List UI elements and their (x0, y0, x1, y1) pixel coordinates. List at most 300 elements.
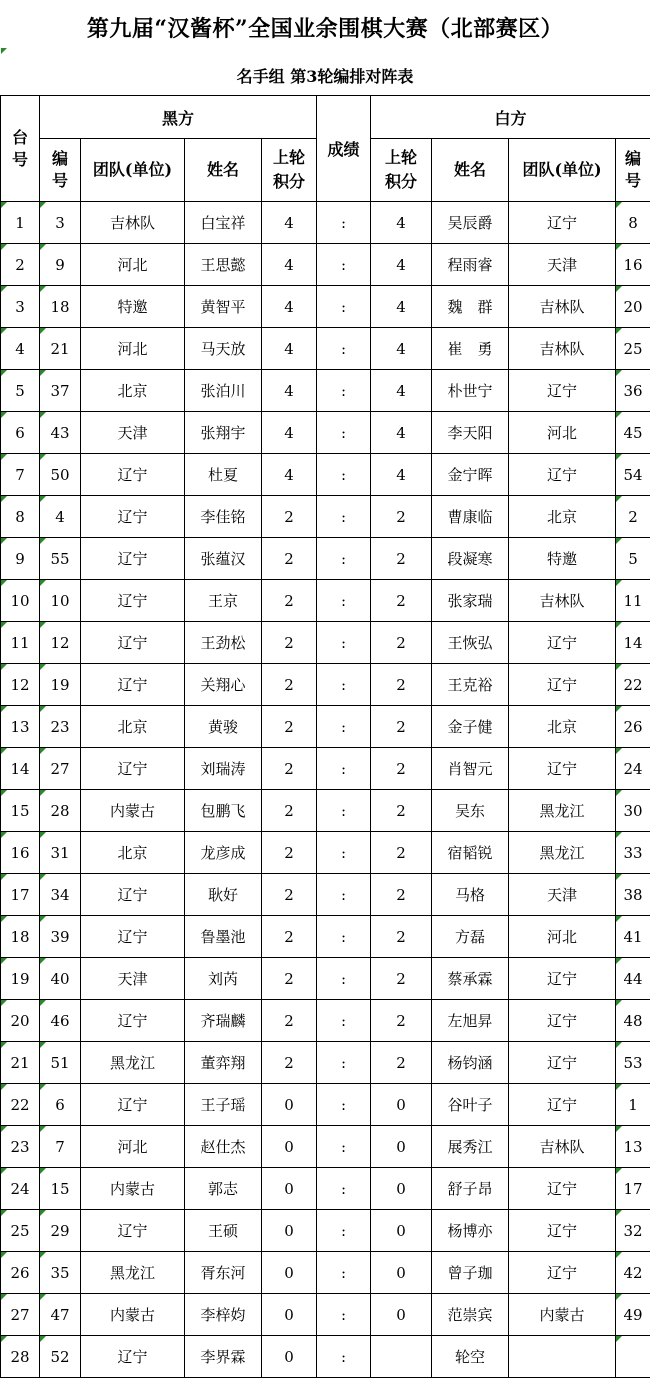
black-num-cell: 21 (40, 328, 81, 370)
black-name-cell: 李界霖 (185, 1336, 262, 1378)
black-name-cell: 王京 (185, 580, 262, 622)
black-name-cell: 郭志 (185, 1168, 262, 1210)
white-team-cell: 内蒙古 (509, 1294, 616, 1336)
table-row (1, 496, 650, 538)
table-no-cell: 26 (1, 1252, 40, 1294)
white-name-cell: 宿韬锐 (432, 832, 509, 874)
black-name-cell: 张蕴汉 (185, 538, 262, 580)
white-num-cell: 26 (616, 706, 650, 748)
white-score-cell: 4 (371, 286, 432, 328)
black-num-cell: 23 (40, 706, 81, 748)
table-row (1, 580, 650, 622)
table-no-cell: 28 (1, 1336, 40, 1378)
black-score-cell: 4 (262, 370, 317, 412)
white-num-cell: 30 (616, 790, 650, 832)
white-num-cell: 49 (616, 1294, 650, 1336)
table-no-cell: 1 (1, 202, 40, 244)
white-score-cell: 2 (371, 1042, 432, 1084)
white-name-cell: 张家瑞 (432, 580, 509, 622)
header-white: 白方 (371, 96, 650, 139)
black-name-cell: 王硕 (185, 1210, 262, 1252)
black-score-cell: 0 (262, 1126, 317, 1168)
black-score-cell: 0 (262, 1294, 317, 1336)
black-score-cell: 2 (262, 790, 317, 832)
white-num-cell: 42 (616, 1252, 650, 1294)
black-num-cell: 37 (40, 370, 81, 412)
result-cell: : (317, 748, 371, 790)
black-score-cell: 4 (262, 454, 317, 496)
result-cell: : (317, 328, 371, 370)
table-row (1, 454, 650, 496)
black-num-cell: 4 (40, 496, 81, 538)
white-num-cell: 45 (616, 412, 650, 454)
table-no-cell: 4 (1, 328, 40, 370)
black-name-cell: 关翔心 (185, 664, 262, 706)
black-name-cell: 李佳铭 (185, 496, 262, 538)
black-name-cell: 王子瑶 (185, 1084, 262, 1126)
black-name-cell: 赵仕杰 (185, 1126, 262, 1168)
header-white-num: 编号 (616, 139, 650, 202)
white-score-cell: 4 (371, 454, 432, 496)
black-score-cell: 0 (262, 1084, 317, 1126)
result-cell: : (317, 832, 371, 874)
black-name-cell: 张翔宇 (185, 412, 262, 454)
result-cell: : (317, 916, 371, 958)
black-name-cell: 王劲松 (185, 622, 262, 664)
black-team-cell: 辽宁 (81, 538, 185, 580)
black-num-cell: 6 (40, 1084, 81, 1126)
white-num-cell: 33 (616, 832, 650, 874)
result-cell: : (317, 286, 371, 328)
white-team-cell: 辽宁 (509, 664, 616, 706)
black-num-cell: 31 (40, 832, 81, 874)
white-team-cell: 河北 (509, 412, 616, 454)
black-score-cell: 2 (262, 622, 317, 664)
white-name-cell: 吴东 (432, 790, 509, 832)
table-no-cell: 21 (1, 1042, 40, 1084)
black-score-cell: 2 (262, 874, 317, 916)
table-row (1, 1336, 650, 1378)
white-name-cell: 程雨睿 (432, 244, 509, 286)
result-cell: : (317, 580, 371, 622)
result-cell: : (317, 1294, 371, 1336)
table-row (1, 328, 650, 370)
black-team-cell: 辽宁 (81, 622, 185, 664)
white-score-cell: 0 (371, 1252, 432, 1294)
white-score-cell: 4 (371, 328, 432, 370)
table-no-cell: 5 (1, 370, 40, 412)
white-num-cell: 41 (616, 916, 650, 958)
white-team-cell: 北京 (509, 706, 616, 748)
result-cell: : (317, 244, 371, 286)
white-score-cell: 0 (371, 1294, 432, 1336)
white-num-cell: 24 (616, 748, 650, 790)
header-black-num: 编号 (40, 139, 81, 202)
black-team-cell: 内蒙古 (81, 1168, 185, 1210)
result-cell: : (317, 1210, 371, 1252)
table-no-cell: 8 (1, 496, 40, 538)
black-team-cell: 河北 (81, 244, 185, 286)
black-score-cell: 0 (262, 1252, 317, 1294)
black-name-cell: 董弈翔 (185, 1042, 262, 1084)
white-num-cell: 8 (616, 202, 650, 244)
result-cell: : (317, 412, 371, 454)
white-name-cell: 左旭昇 (432, 1000, 509, 1042)
black-name-cell: 黄智平 (185, 286, 262, 328)
result-cell: : (317, 1336, 371, 1378)
table-row (1, 1294, 650, 1336)
black-score-cell: 2 (262, 538, 317, 580)
black-team-cell: 河北 (81, 328, 185, 370)
white-score-cell: 2 (371, 916, 432, 958)
white-score-cell: 2 (371, 958, 432, 1000)
white-num-cell: 20 (616, 286, 650, 328)
table-row (1, 1168, 650, 1210)
black-name-cell: 包鹏飞 (185, 790, 262, 832)
black-name-cell: 鲁墨池 (185, 916, 262, 958)
black-num-cell: 40 (40, 958, 81, 1000)
black-num-cell: 28 (40, 790, 81, 832)
white-team-cell: 辽宁 (509, 1000, 616, 1042)
table-row (1, 244, 650, 286)
table-row (1, 412, 650, 454)
table-no-cell: 24 (1, 1168, 40, 1210)
white-score-cell: 4 (371, 412, 432, 454)
table-row (1, 790, 650, 832)
white-name-cell: 崔 勇 (432, 328, 509, 370)
white-team-cell: 黑龙江 (509, 832, 616, 874)
white-score-cell: 2 (371, 790, 432, 832)
result-cell: : (317, 1126, 371, 1168)
black-score-cell: 0 (262, 1168, 317, 1210)
table-row (1, 958, 650, 1000)
black-team-cell: 北京 (81, 706, 185, 748)
black-team-cell: 辽宁 (81, 874, 185, 916)
black-num-cell: 47 (40, 1294, 81, 1336)
black-num-cell: 29 (40, 1210, 81, 1252)
white-name-cell: 金子健 (432, 706, 509, 748)
table-no-cell: 14 (1, 748, 40, 790)
table-no-cell: 18 (1, 916, 40, 958)
white-num-cell: 16 (616, 244, 650, 286)
black-team-cell: 黑龙江 (81, 1042, 185, 1084)
table-row (1, 1252, 650, 1294)
white-name-cell: 舒子昂 (432, 1168, 509, 1210)
white-num-cell: 44 (616, 958, 650, 1000)
white-team-cell: 辽宁 (509, 958, 616, 1000)
black-team-cell: 内蒙古 (81, 1294, 185, 1336)
white-team-cell: 天津 (509, 874, 616, 916)
black-team-cell: 河北 (81, 1126, 185, 1168)
black-score-cell: 2 (262, 664, 317, 706)
black-team-cell: 黑龙江 (81, 1252, 185, 1294)
table-no-cell: 19 (1, 958, 40, 1000)
white-score-cell: 2 (371, 706, 432, 748)
white-name-cell: 段凝寒 (432, 538, 509, 580)
header-result: 成绩 (317, 96, 371, 202)
table-row (1, 538, 650, 580)
white-num-cell: 32 (616, 1210, 650, 1252)
black-num-cell: 43 (40, 412, 81, 454)
white-team-cell: 吉林队 (509, 328, 616, 370)
white-team-cell: 吉林队 (509, 1126, 616, 1168)
page-title: 第九届“汉酱杯”全国业余围棋大赛（北部赛区） (0, 12, 650, 43)
page-subtitle: 名手组 第3轮编排对阵表 (0, 64, 650, 87)
table-no-cell: 6 (1, 412, 40, 454)
result-cell: : (317, 496, 371, 538)
white-num-cell: 1 (616, 1084, 650, 1126)
white-name-cell: 展秀江 (432, 1126, 509, 1168)
black-team-cell: 辽宁 (81, 454, 185, 496)
table-row (1, 1126, 650, 1168)
white-score-cell: 2 (371, 748, 432, 790)
header-white-score: 上轮积分 (371, 139, 432, 202)
white-name-cell: 金宁晖 (432, 454, 509, 496)
white-name-cell: 马格 (432, 874, 509, 916)
result-cell: : (317, 958, 371, 1000)
white-num-cell: 2 (616, 496, 650, 538)
black-score-cell: 2 (262, 580, 317, 622)
white-score-cell: 0 (371, 1210, 432, 1252)
black-team-cell: 北京 (81, 370, 185, 412)
black-num-cell: 51 (40, 1042, 81, 1084)
table-no-cell: 3 (1, 286, 40, 328)
black-score-cell: 2 (262, 706, 317, 748)
table-row (1, 1042, 650, 1084)
table-row (1, 664, 650, 706)
white-team-cell: 辽宁 (509, 370, 616, 412)
white-num-cell: 54 (616, 454, 650, 496)
table-no-cell: 13 (1, 706, 40, 748)
white-score-cell: 2 (371, 664, 432, 706)
black-team-cell: 内蒙古 (81, 790, 185, 832)
white-num-cell: 13 (616, 1126, 650, 1168)
white-score-cell: 0 (371, 1126, 432, 1168)
black-name-cell: 刘芮 (185, 958, 262, 1000)
white-score-cell: 2 (371, 580, 432, 622)
black-name-cell: 黄骏 (185, 706, 262, 748)
black-team-cell: 辽宁 (81, 1084, 185, 1126)
header-black-score: 上轮积分 (262, 139, 317, 202)
black-num-cell: 46 (40, 1000, 81, 1042)
black-team-cell: 辽宁 (81, 1210, 185, 1252)
header-white-team: 团队(单位) (509, 139, 616, 202)
black-score-cell: 4 (262, 328, 317, 370)
table-no-cell: 23 (1, 1126, 40, 1168)
black-num-cell: 12 (40, 622, 81, 664)
pairing-rows (1, 202, 650, 1378)
black-num-cell: 7 (40, 1126, 81, 1168)
white-team-cell: 吉林队 (509, 286, 616, 328)
white-num-cell: 17 (616, 1168, 650, 1210)
table-row (1, 370, 650, 412)
white-name-cell: 谷叶子 (432, 1084, 509, 1126)
black-score-cell: 2 (262, 748, 317, 790)
black-name-cell: 白宝祥 (185, 202, 262, 244)
result-cell: : (317, 370, 371, 412)
header-black: 黑方 (40, 96, 317, 139)
white-team-cell: 辽宁 (509, 748, 616, 790)
black-team-cell: 辽宁 (81, 748, 185, 790)
white-num-cell: 14 (616, 622, 650, 664)
result-cell: : (317, 538, 371, 580)
white-team-cell: 辽宁 (509, 1210, 616, 1252)
white-team-cell: 天津 (509, 244, 616, 286)
white-name-cell: 蔡承霖 (432, 958, 509, 1000)
white-name-cell: 王克裕 (432, 664, 509, 706)
table-row (1, 1210, 650, 1252)
black-num-cell: 15 (40, 1168, 81, 1210)
black-team-cell: 辽宁 (81, 496, 185, 538)
result-cell: : (317, 202, 371, 244)
result-cell: : (317, 790, 371, 832)
table-row (1, 1000, 650, 1042)
black-team-cell: 辽宁 (81, 916, 185, 958)
black-score-cell: 2 (262, 916, 317, 958)
table-no-cell: 9 (1, 538, 40, 580)
table-row (1, 832, 650, 874)
black-score-cell: 4 (262, 244, 317, 286)
white-name-cell: 曹康临 (432, 496, 509, 538)
table-no-cell: 10 (1, 580, 40, 622)
white-team-cell: 辽宁 (509, 1252, 616, 1294)
white-score-cell: 2 (371, 538, 432, 580)
table-no-cell: 2 (1, 244, 40, 286)
result-cell: : (317, 706, 371, 748)
black-name-cell: 齐瑞麟 (185, 1000, 262, 1042)
white-score-cell (371, 1336, 432, 1378)
white-name-cell: 朴世宁 (432, 370, 509, 412)
black-team-cell: 辽宁 (81, 580, 185, 622)
black-score-cell: 2 (262, 1042, 317, 1084)
white-team-cell: 辽宁 (509, 1168, 616, 1210)
black-num-cell: 55 (40, 538, 81, 580)
white-score-cell: 0 (371, 1168, 432, 1210)
result-cell: : (317, 664, 371, 706)
table-row (1, 706, 650, 748)
white-name-cell: 魏 群 (432, 286, 509, 328)
black-num-cell: 18 (40, 286, 81, 328)
table-row (1, 1084, 650, 1126)
table-no-cell: 15 (1, 790, 40, 832)
table-row (1, 916, 650, 958)
black-score-cell: 0 (262, 1336, 317, 1378)
table-no-cell: 25 (1, 1210, 40, 1252)
black-team-cell: 北京 (81, 832, 185, 874)
result-cell: : (317, 1042, 371, 1084)
white-team-cell: 黑龙江 (509, 790, 616, 832)
white-name-cell: 杨钧涵 (432, 1042, 509, 1084)
black-name-cell: 耿好 (185, 874, 262, 916)
white-num-cell: 11 (616, 580, 650, 622)
result-cell: : (317, 1252, 371, 1294)
white-team-cell: 河北 (509, 916, 616, 958)
white-score-cell: 2 (371, 832, 432, 874)
table-row (1, 202, 650, 244)
white-num-cell: 25 (616, 328, 650, 370)
black-team-cell: 辽宁 (81, 1336, 185, 1378)
table-no-cell: 27 (1, 1294, 40, 1336)
black-score-cell: 4 (262, 286, 317, 328)
white-num-cell: 36 (616, 370, 650, 412)
black-name-cell: 刘瑞涛 (185, 748, 262, 790)
white-num-cell: 48 (616, 1000, 650, 1042)
black-score-cell: 2 (262, 496, 317, 538)
white-team-cell: 北京 (509, 496, 616, 538)
black-score-cell: 4 (262, 202, 317, 244)
black-num-cell: 39 (40, 916, 81, 958)
table-no-cell: 11 (1, 622, 40, 664)
black-num-cell: 19 (40, 664, 81, 706)
white-num-cell: 22 (616, 664, 650, 706)
result-cell: : (317, 1000, 371, 1042)
white-score-cell: 2 (371, 622, 432, 664)
table-no-cell: 7 (1, 454, 40, 496)
white-score-cell: 4 (371, 202, 432, 244)
white-name-cell: 杨博亦 (432, 1210, 509, 1252)
comment-marker (1, 48, 7, 54)
white-num-cell: 5 (616, 538, 650, 580)
pairing-table (0, 95, 650, 1378)
black-num-cell: 50 (40, 454, 81, 496)
black-num-cell: 10 (40, 580, 81, 622)
black-num-cell: 35 (40, 1252, 81, 1294)
table-no-cell: 16 (1, 832, 40, 874)
black-num-cell: 52 (40, 1336, 81, 1378)
black-score-cell: 2 (262, 958, 317, 1000)
table-row (1, 286, 650, 328)
header-black-team: 团队(单位) (81, 139, 185, 202)
white-team-cell: 辽宁 (509, 202, 616, 244)
white-score-cell: 2 (371, 496, 432, 538)
white-name-cell: 曾子珈 (432, 1252, 509, 1294)
header-black-name: 姓名 (185, 139, 262, 202)
white-team-cell: 吉林队 (509, 580, 616, 622)
white-score-cell: 2 (371, 1000, 432, 1042)
white-name-cell: 范崇宾 (432, 1294, 509, 1336)
black-team-cell: 吉林队 (81, 202, 185, 244)
black-num-cell: 34 (40, 874, 81, 916)
table-no-cell: 22 (1, 1084, 40, 1126)
white-num-cell: 38 (616, 874, 650, 916)
white-name-cell: 王恢弘 (432, 622, 509, 664)
result-cell: : (317, 622, 371, 664)
black-score-cell: 2 (262, 1000, 317, 1042)
table-no-cell: 12 (1, 664, 40, 706)
black-num-cell: 9 (40, 244, 81, 286)
white-score-cell: 0 (371, 1084, 432, 1126)
table-row (1, 874, 650, 916)
table-row (1, 748, 650, 790)
header-table-no: 台号 (1, 96, 40, 202)
black-team-cell: 天津 (81, 958, 185, 1000)
white-team-cell (509, 1336, 616, 1378)
black-num-cell: 27 (40, 748, 81, 790)
result-cell: : (317, 874, 371, 916)
black-team-cell: 辽宁 (81, 1000, 185, 1042)
white-name-cell: 李天阳 (432, 412, 509, 454)
header-white-name: 姓名 (432, 139, 509, 202)
black-name-cell: 马天放 (185, 328, 262, 370)
black-name-cell: 王思懿 (185, 244, 262, 286)
black-team-cell: 天津 (81, 412, 185, 454)
table-no-cell: 20 (1, 1000, 40, 1042)
white-team-cell: 辽宁 (509, 1084, 616, 1126)
black-score-cell: 4 (262, 412, 317, 454)
black-name-cell: 胥东河 (185, 1252, 262, 1294)
white-team-cell: 辽宁 (509, 1042, 616, 1084)
white-score-cell: 4 (371, 370, 432, 412)
